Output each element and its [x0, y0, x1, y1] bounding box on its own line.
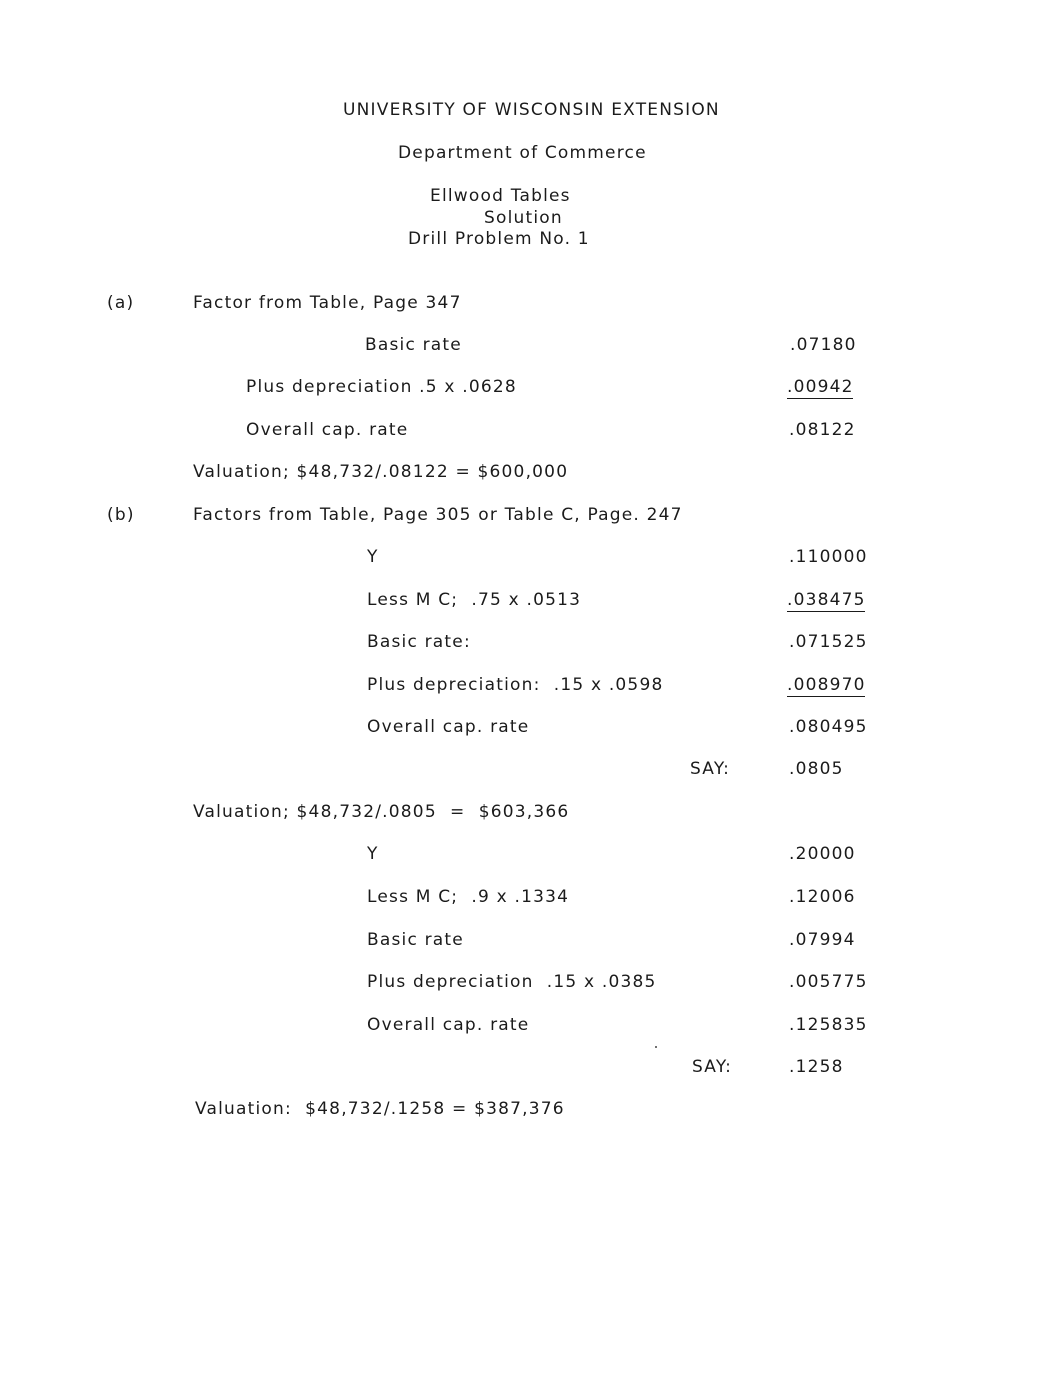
row-label: Basic rate: [367, 632, 471, 652]
row-label: Plus depreciation .15 x .0385 [367, 972, 657, 992]
row-label: Basic rate [367, 930, 464, 950]
row-label: Plus depreciation: .15 x .0598 [367, 675, 664, 695]
row-label: Less M C; .9 x .1334 [367, 887, 570, 907]
problem-number: Drill Problem No. 1 [408, 229, 590, 249]
row-label: Plus depreciation .5 x .0628 [246, 377, 517, 397]
say-value: .0805 [789, 759, 844, 779]
row-value: .005775 [789, 972, 868, 992]
row-value: .008970 [787, 675, 866, 695]
row-label: Basic rate [365, 335, 462, 355]
part-a-heading: Factor from Table, Page 347 [193, 293, 462, 313]
valuation-line: Valuation: $48,732/.1258 = $387,376 [195, 1099, 565, 1119]
valuation-line: Valuation; $48,732/.0805 = $603,366 [193, 802, 570, 822]
row-value: .110000 [789, 547, 868, 567]
say-label: SAY: [692, 1057, 733, 1077]
row-value: .071525 [789, 632, 868, 652]
doc-subtitle: Solution [484, 208, 563, 228]
department-name: Department of Commerce [398, 143, 647, 163]
row-label: Less M C; .75 x .0513 [367, 590, 582, 610]
row-value: .08122 [789, 420, 856, 440]
part-b-label: (b) [107, 505, 135, 525]
say-label: SAY: [690, 759, 731, 779]
say-value: .1258 [789, 1057, 844, 1077]
stray-mark [655, 1046, 657, 1048]
doc-title: Ellwood Tables [430, 186, 571, 206]
row-value: .20000 [789, 844, 856, 864]
row-label: Y [367, 547, 379, 567]
row-value: .07994 [789, 930, 856, 950]
row-value: .07180 [790, 335, 857, 355]
part-a-label: (a) [107, 293, 135, 313]
row-value: .038475 [787, 590, 866, 610]
row-value: .12006 [789, 887, 856, 907]
row-label: Y [367, 844, 379, 864]
row-value: .00942 [787, 377, 854, 397]
row-value: .080495 [789, 717, 868, 737]
org-name: UNIVERSITY OF WISCONSIN EXTENSION [343, 100, 720, 120]
row-label: Overall cap. rate [246, 420, 409, 440]
valuation-line: Valuation; $48,732/.08122 = $600,000 [193, 462, 569, 482]
part-b-heading: Factors from Table, Page 305 or Table C, Page. 247 [193, 505, 683, 525]
row-label: Overall cap. rate [367, 717, 530, 737]
row-label: Overall cap. rate [367, 1015, 530, 1035]
row-value: .125835 [789, 1015, 868, 1035]
